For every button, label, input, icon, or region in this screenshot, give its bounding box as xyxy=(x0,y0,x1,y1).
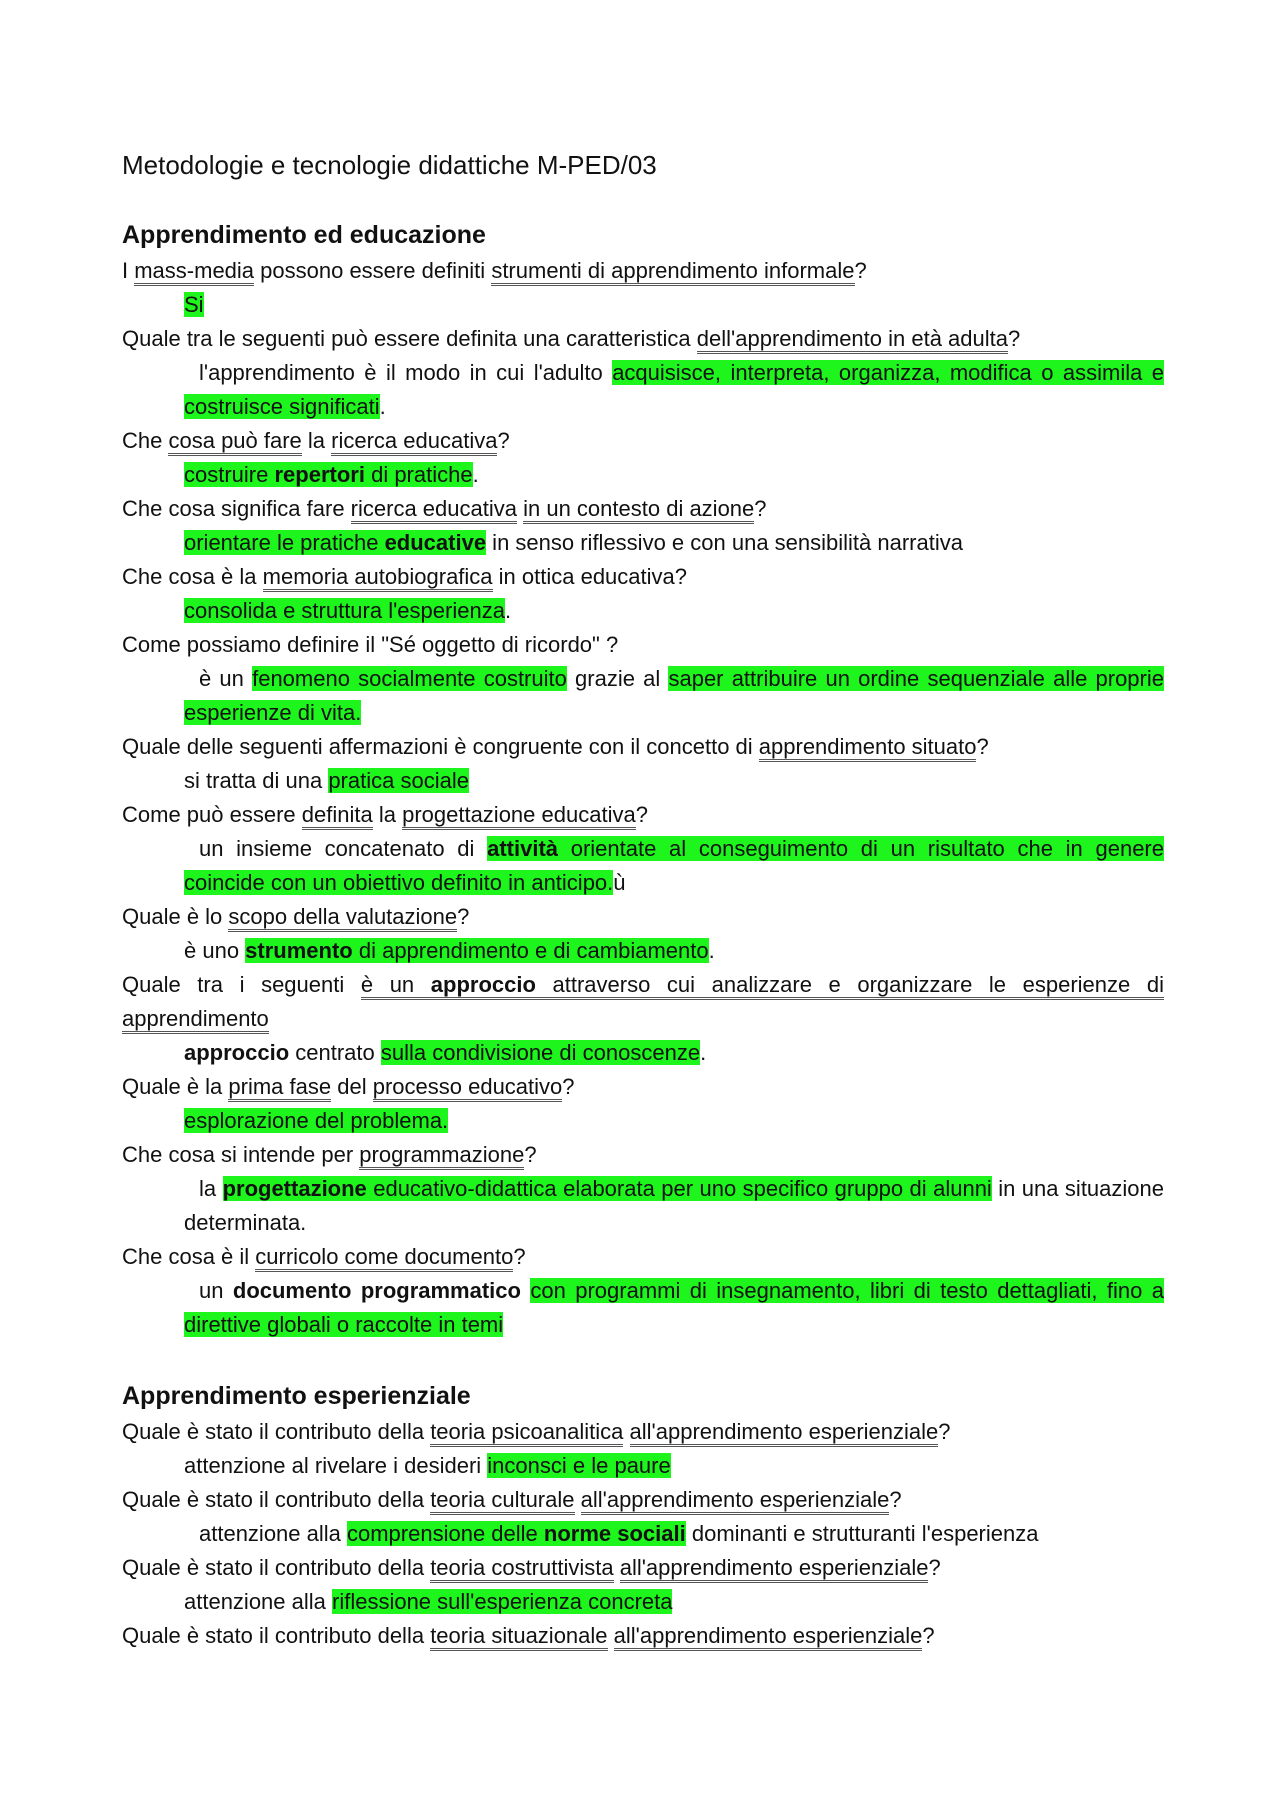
text-run: Quale è lo xyxy=(122,904,229,929)
underlined-text: ricerca educativa xyxy=(351,496,517,524)
text-run: la xyxy=(199,1176,223,1201)
question xyxy=(122,560,1164,594)
text-run: in ottica educativa? xyxy=(492,564,688,589)
highlighted-bold-text: strumento xyxy=(245,938,353,963)
underlined-text: all'apprendimento esperienziale xyxy=(620,1555,929,1583)
document-page xyxy=(122,150,1164,1653)
underlined-text: teoria culturale xyxy=(430,1487,574,1515)
answer xyxy=(122,594,1164,628)
text-run: ? xyxy=(754,496,767,521)
underlined-text: progettazione educativa xyxy=(402,802,636,830)
answer xyxy=(122,288,1164,322)
question xyxy=(122,1551,1164,1585)
question xyxy=(122,492,1164,526)
highlighted-text: riflessione sull'esperienza concreta xyxy=(332,1589,673,1614)
question xyxy=(122,424,1164,458)
highlighted-text: consolida e struttura l'esperienza xyxy=(184,598,505,623)
text-run: ? xyxy=(976,734,989,759)
text-run: Quale è stato il contributo della xyxy=(122,1555,431,1580)
highlighted-text: orientate al conseguimento di un risultato che in genere coincide con un obiettivo definito in anticipo. xyxy=(184,836,1164,895)
answer xyxy=(122,1585,1164,1619)
highlighted-bold-text: educative xyxy=(384,530,487,555)
text-run: ? xyxy=(922,1623,935,1648)
highlighted-text: pratica sociale xyxy=(328,768,469,793)
underlined-text: definita xyxy=(302,802,373,830)
question xyxy=(122,1619,1164,1653)
highlighted-text: di apprendimento e di cambiamento xyxy=(352,938,709,963)
question xyxy=(122,1138,1164,1172)
question xyxy=(122,900,1164,934)
text-run: è uno xyxy=(184,938,246,963)
text-run xyxy=(608,1623,614,1648)
answer xyxy=(122,1036,1164,1070)
underlined-text: all'apprendimento esperienziale xyxy=(614,1623,923,1651)
text-run: ? xyxy=(928,1555,941,1580)
underlined-text: ricerca educativa xyxy=(331,428,497,456)
question xyxy=(122,1070,1164,1104)
text-run: del xyxy=(331,1074,373,1099)
bold-text: documento programmatico xyxy=(232,1278,521,1303)
text-run: Quale è stato il contributo della xyxy=(122,1487,431,1512)
text-run: ? xyxy=(854,258,867,283)
question xyxy=(122,628,1164,662)
text-run: la xyxy=(301,428,332,453)
text-run: si tratta di una xyxy=(184,768,329,793)
underlined-text: scopo della valutazione xyxy=(228,904,457,932)
answer xyxy=(122,1104,1164,1138)
highlighted-text: fenomeno socialmente costruito xyxy=(252,666,567,691)
text-run xyxy=(521,1278,530,1303)
question xyxy=(122,1415,1164,1449)
text-run: Quale è la xyxy=(122,1074,229,1099)
text-run: è un xyxy=(199,666,253,691)
answer xyxy=(122,934,1164,968)
underlined-text: in un contesto di azione xyxy=(523,496,754,524)
highlighted-text: costruire xyxy=(184,462,275,487)
text-run: . xyxy=(708,938,715,963)
text-run: in una situazione determinata. xyxy=(184,1176,1164,1235)
text-run: . xyxy=(504,598,512,623)
underlined-text: programmazione xyxy=(359,1142,524,1170)
text-run: attenzione al rivelare i desideri xyxy=(184,1453,488,1478)
underlined-text: cosa può fare xyxy=(168,428,301,456)
answer xyxy=(122,526,1164,560)
text-run: un xyxy=(199,1278,233,1303)
highlighted-text: saper attribuire un ordine sequenziale alle proprie esperienze di vita. xyxy=(184,666,1164,725)
text-run: Quale delle seguenti affermazioni è congruente con il concetto di xyxy=(122,734,759,759)
question xyxy=(122,968,1164,1036)
text-run: Come può essere xyxy=(122,802,302,827)
text-run: attenzione alla xyxy=(184,1589,332,1614)
text-run: . xyxy=(700,1040,707,1065)
text-run xyxy=(623,1419,629,1444)
text-run: grazie al xyxy=(566,666,669,691)
text-run xyxy=(614,1555,620,1580)
text-run: Che xyxy=(122,428,169,453)
text-run: attenzione alla xyxy=(199,1521,347,1546)
section-heading: Apprendimento esperienziale xyxy=(122,1382,471,1410)
underlined-text: apprendimento situato xyxy=(759,734,977,762)
question xyxy=(122,254,1164,288)
text-run: ? xyxy=(524,1142,537,1167)
text-run: Quale tra le seguenti può essere definita una caratteristica xyxy=(122,326,697,351)
answer xyxy=(122,1517,1164,1551)
text-run: Che cosa significa fare xyxy=(122,496,351,521)
bold-text: approccio xyxy=(184,1040,290,1065)
text-run: Quale tra i seguenti xyxy=(122,972,361,997)
text-run: ? xyxy=(497,428,510,453)
document-body xyxy=(122,221,1164,1653)
text-run: l'apprendimento è il modo in cui l'adulto xyxy=(199,360,613,385)
text-run: ? xyxy=(513,1244,526,1269)
text-run: dominanti e strutturanti l'esperienza xyxy=(685,1521,1039,1546)
underlined-text: teoria costruttivista xyxy=(430,1555,613,1583)
highlighted-text: con programmi di insegnamento, libri di testo dettagliati, fino a direttive globali o raccolte in temi xyxy=(184,1278,1164,1337)
underlined-text: strumenti di apprendimento informale xyxy=(491,258,854,286)
answer xyxy=(122,1172,1164,1240)
answer xyxy=(122,458,1164,492)
question xyxy=(122,730,1164,764)
underlined-text: all'apprendimento esperienziale xyxy=(630,1419,939,1447)
highlighted-text: acquisisce, interpreta, organizza, modifica o assimila e costruisce significati xyxy=(184,360,1164,419)
highlighted-bold-text: progettazione xyxy=(222,1176,367,1201)
text-run: ù xyxy=(613,870,626,895)
text-run: ? xyxy=(1008,326,1021,351)
underlined-text: è un xyxy=(361,972,431,1000)
underlined-text: mass-media xyxy=(134,258,254,286)
text-run: Quale è stato il contributo della xyxy=(122,1623,431,1648)
highlighted-text: esplorazione del problema. xyxy=(184,1108,449,1133)
text-run: Quale è stato il contributo della xyxy=(122,1419,431,1444)
underlined-text: teoria situazionale xyxy=(430,1623,607,1651)
question xyxy=(122,322,1164,356)
underlined-text: teoria psicoanalitica xyxy=(430,1419,623,1447)
underlined-text: curricolo come documento xyxy=(255,1244,513,1272)
highlighted-bold-text: repertori xyxy=(274,462,365,487)
highlighted-bold-text: norme sociali xyxy=(543,1521,686,1546)
text-run: I xyxy=(122,258,135,283)
text-run: ? xyxy=(889,1487,902,1512)
question xyxy=(122,1240,1164,1274)
text-run: centrato xyxy=(289,1040,381,1065)
question xyxy=(122,798,1164,832)
answer xyxy=(122,832,1164,900)
text-run: in senso riflessivo e con una sensibilità narrativa xyxy=(486,530,963,555)
text-run: la xyxy=(372,802,403,827)
document-title: Metodologie e tecnologie didattiche M-PED/03 xyxy=(122,150,657,180)
text-run: Che cosa si intende per xyxy=(122,1142,360,1167)
highlighted-text: di pratiche xyxy=(364,462,473,487)
answer xyxy=(122,764,1164,798)
answer xyxy=(122,1274,1164,1342)
highlighted-bold-text: attività xyxy=(487,836,559,861)
underlined-text: dell'apprendimento in età adulta xyxy=(697,326,1008,354)
text-run: ? xyxy=(457,904,470,929)
text-run: ? xyxy=(938,1419,951,1444)
underlined-text: all'apprendimento esperienziale xyxy=(581,1487,890,1515)
underlined-bold-text: approccio xyxy=(431,972,536,1000)
answer xyxy=(122,1449,1164,1483)
highlighted-text: sulla condivisione di conoscenze xyxy=(380,1040,701,1065)
text-run: ? xyxy=(562,1074,575,1099)
text-run: . xyxy=(379,394,386,419)
highlighted-text: comprensione delle xyxy=(347,1521,544,1546)
text-run: Che cosa è la xyxy=(122,564,263,589)
underlined-text: processo educativo xyxy=(373,1074,563,1102)
text-run: possono essere definiti xyxy=(254,258,492,283)
text-run: ? xyxy=(635,802,648,827)
highlighted-text: orientare le pratiche xyxy=(184,530,385,555)
highlighted-text: inconsci e le paure xyxy=(487,1453,671,1478)
answer xyxy=(122,356,1164,424)
underlined-text: prima fase xyxy=(228,1074,331,1102)
underlined-text: attraverso cui analizzare e organizzare le esperienze di apprendimento xyxy=(122,972,1164,1034)
highlighted-text: educativo-didattica elaborata per uno specifico gruppo di alunni xyxy=(366,1176,992,1201)
text-run: . xyxy=(472,462,479,487)
text-run: Come possiamo definire il "Sé oggetto di ricordo" ? xyxy=(122,632,619,657)
text-run: un insieme concatenato di xyxy=(199,836,488,861)
question xyxy=(122,1483,1164,1517)
underlined-text: memoria autobiografica xyxy=(263,564,493,592)
section-heading: Apprendimento ed educazione xyxy=(122,221,486,249)
answer xyxy=(122,662,1164,730)
text-run: Che cosa è il xyxy=(122,1244,256,1269)
text-run xyxy=(575,1487,581,1512)
highlighted-text: Si xyxy=(184,292,204,317)
